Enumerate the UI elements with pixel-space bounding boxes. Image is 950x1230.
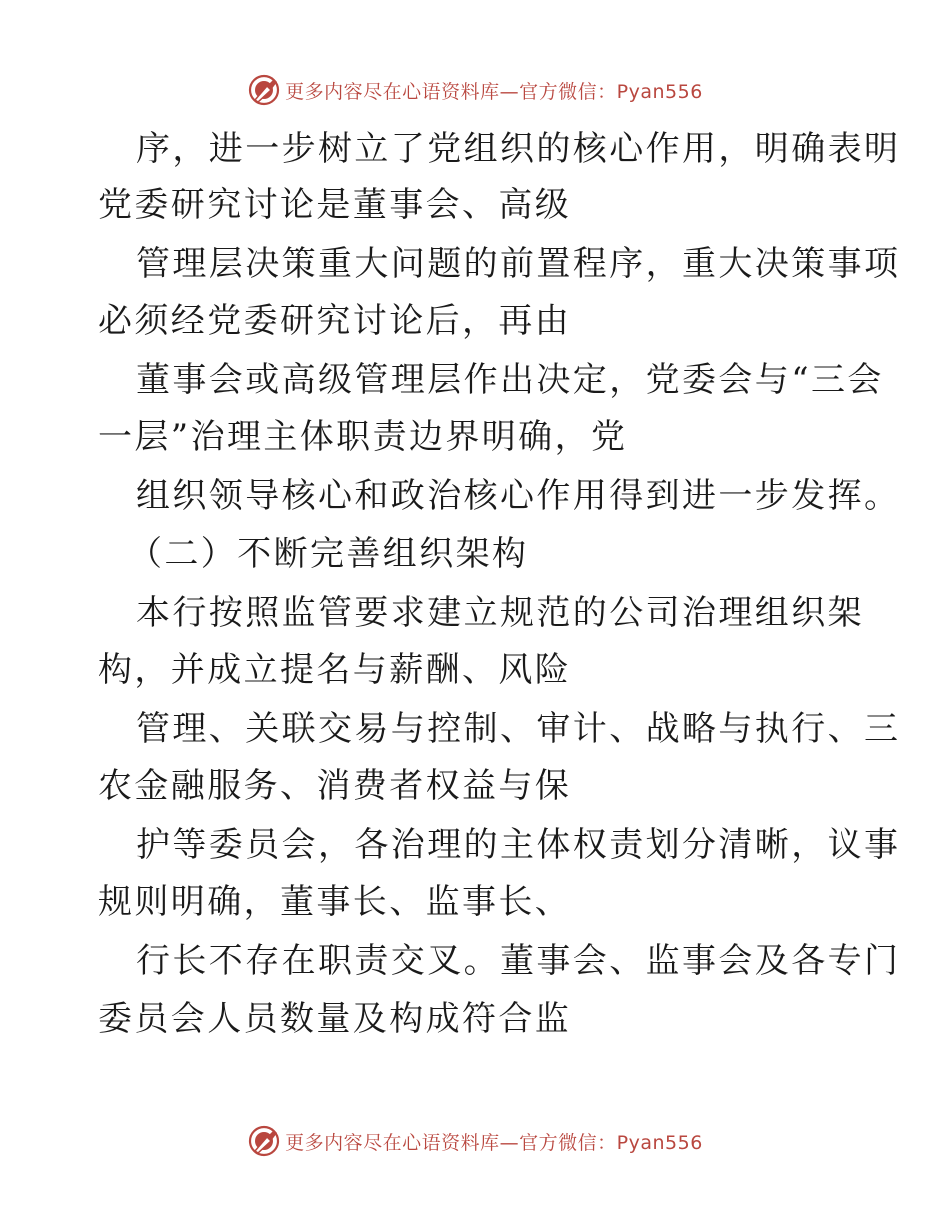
text-line: 行长不存在职责交叉。董事会、监事会及各专门 [136,941,901,981]
text-line: 规则明确，董事长、监事长、 [98,882,572,922]
text-line: 构，并成立提名与薪酬、风险 [98,650,572,690]
pen-nib-logo-icon [247,1124,281,1158]
text-line: 管理、关联交易与控制、审计、战略与执行、三 [136,709,901,749]
watermark-text: 更多内容尽在心语资料库—官方微信：Pyan556 [285,1131,703,1154]
text-line: 党委研究讨论是董事会、高级 [98,185,572,225]
watermark-text: 更多内容尽在心语资料库—官方微信：Pyan556 [285,80,703,103]
text-line: 组织领导核心和政治核心作用得到进一步发挥。 [136,476,901,516]
text-line: 委员会人员数量及构成符合监 [98,999,572,1039]
text-line: 董事会或高级管理层作出决定，党委会与“三会 [136,360,884,400]
text-line: 一层”治理主体职责边界明确，党 [98,417,628,457]
text-line: 农金融服务、消费者权益与保 [98,766,572,806]
text-line: 序，进一步树立了党组织的核心作用，明确表明 [136,129,901,169]
text-line: 护等委员会，各治理的主体权责划分清晰，议事 [136,825,901,865]
text-line: 必须经党委研究讨论后，再由 [98,301,572,341]
text-line: 管理层决策重大问题的前置程序，重大决策事项 [136,244,901,284]
footer-watermark [0,1121,950,1161]
text-line: 本行按照监管要求建立规范的公司治理组织架 [136,593,864,633]
section-heading: （二）不断完善组织架构 [128,534,529,574]
